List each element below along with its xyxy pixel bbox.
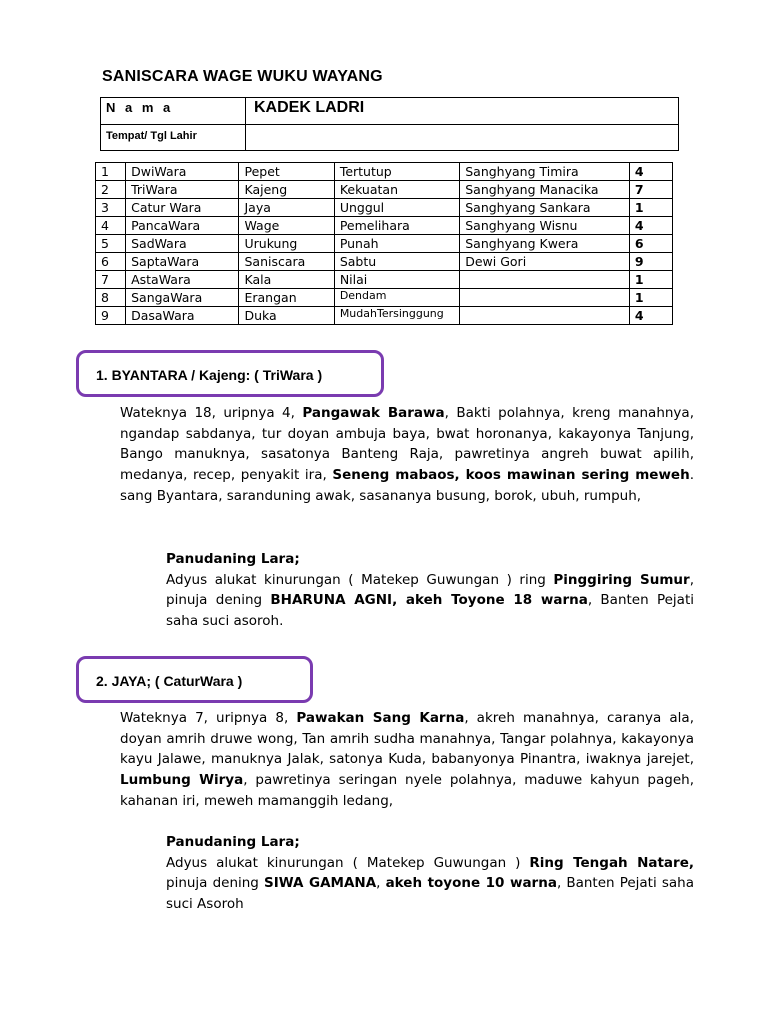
section1-heading-box — [76, 350, 384, 397]
table-cell: Catur Wara — [126, 199, 239, 217]
section2-heading-box — [76, 656, 313, 703]
wara-table — [95, 162, 673, 325]
table-cell: 1 — [629, 289, 672, 307]
table-cell: Saniscara — [239, 253, 334, 271]
table-cell: Sabtu — [334, 253, 459, 271]
table-cell: Tertutup — [334, 163, 459, 181]
table-cell: Sanghyang Kwera — [460, 235, 630, 253]
section1-remedy-heading: Panudaning Lara; — [166, 551, 300, 567]
table-cell: Duka — [239, 307, 334, 325]
table-cell — [460, 271, 630, 289]
table-cell: 8 — [96, 289, 126, 307]
table-cell: Unggul — [334, 199, 459, 217]
document-title: SANISCARA WAGE WUKU WAYANG — [102, 68, 383, 85]
table-cell: Kekuatan — [334, 181, 459, 199]
section2-paragraph: Wateknya 7, uripnya 8, Pawakan Sang Karna, akreh manahnya, caranya ala, doyan amrih druwe wong, Tan amrih sudha manahnya, Tangar polahnya, kakayonya kayu Jalawe, manuknya Jalak, satonya Kuda, babanyonya Pinantra, iwaknya jarejet, Lumbung Wirya, pawretinya seringan nyele polahnya, maduwe kahyun pageh, kahanan iri, meweh mamanggih ledang, — [120, 710, 694, 809]
table-cell: TriWara — [126, 181, 239, 199]
table-cell: 7 — [629, 181, 672, 199]
table-cell: Nilai — [334, 271, 459, 289]
table-cell: SaptaWara — [126, 253, 239, 271]
section2-heading: 2. JAYA; ( CaturWara ) — [96, 673, 243, 689]
birth-value — [246, 125, 679, 151]
name-value: KADEK LADRI — [246, 98, 679, 125]
section1-remedy: Panudaning Lara; Adyus alukat kinurungan ( Matekep Guwungan ) ring Pinggiring Sumur, pinuja dening BHARUNA AGNI, akeh Toyone 18 warna, Banten Pejati saha suci asoroh. — [166, 551, 695, 630]
section1-paragraph: Wateknya 18, uripnya 4, Pangawak Barawa, Bakti polahnya, kreng manahnya, ngandap sabdanya, tur doyan ambuja baya, bwat horonanya, kakayonya Tanjung, Bango manuknya, sasatonya Banteng Raja, pawretinya angreh buwat apilih, medanya, recep, penyakit ira, Seneng mabaos, koos mawinan sering meweh. sang Byantara, saranduning awak, sasananya busung, borok, ubuh, rumpuh, — [120, 405, 694, 504]
table-cell: PancaWara — [126, 217, 239, 235]
table-cell: 1 — [96, 163, 126, 181]
table-cell: 5 — [96, 235, 126, 253]
section2-remedy: Panudaning Lara; Adyus alukat kinurungan ( Matekep Guwungan ) Ring Tengah Natare, pinuja dening SIWA GAMANA, akeh toyone 10 warna, Banten Pejati saha suci Asoroh — [166, 834, 694, 913]
table-cell: 9 — [629, 253, 672, 271]
table-cell: SangaWara — [126, 289, 239, 307]
table-cell: 6 — [629, 235, 672, 253]
birth-label: Tempat/ Tgl Lahir — [101, 125, 246, 151]
table-cell: Punah — [334, 235, 459, 253]
table-row — [96, 217, 673, 235]
table-cell: 4 — [96, 217, 126, 235]
table-cell: 7 — [96, 271, 126, 289]
table-row — [96, 253, 673, 271]
section1-heading: 1. BYANTARA / Kajeng: ( TriWara ) — [96, 367, 323, 383]
table-cell — [460, 289, 630, 307]
table-cell: 2 — [96, 181, 126, 199]
table-cell: 6 — [96, 253, 126, 271]
table-cell: Dendam — [334, 289, 459, 307]
table-cell: Jaya — [239, 199, 334, 217]
table-cell: Dewi Gori — [460, 253, 630, 271]
table-row — [96, 163, 673, 181]
table-cell: Sanghyang Timira — [460, 163, 630, 181]
table-cell: Sanghyang Wisnu — [460, 217, 630, 235]
table-cell: 1 — [629, 271, 672, 289]
table-cell: 4 — [629, 217, 672, 235]
identity-table — [100, 97, 679, 151]
table-row — [96, 289, 673, 307]
table-cell: Erangan — [239, 289, 334, 307]
table-cell: DwiWara — [126, 163, 239, 181]
table-row — [96, 307, 673, 325]
table-cell: Pemelihara — [334, 217, 459, 235]
table-cell: AstaWara — [126, 271, 239, 289]
table-cell: 4 — [629, 307, 672, 325]
table-cell: Kala — [239, 271, 334, 289]
table-cell: 4 — [629, 163, 672, 181]
table-cell: 9 — [96, 307, 126, 325]
table-cell: 3 — [96, 199, 126, 217]
table-cell: Sanghyang Manacika — [460, 181, 630, 199]
table-cell: Pepet — [239, 163, 334, 181]
table-cell: Sanghyang Sankara — [460, 199, 630, 217]
table-row — [96, 199, 673, 217]
table-cell: Wage — [239, 217, 334, 235]
table-cell — [460, 307, 630, 325]
table-row — [96, 235, 673, 253]
section2-remedy-heading: Panudaning Lara; — [166, 834, 300, 850]
table-cell: 1 — [629, 199, 672, 217]
table-row — [96, 181, 673, 199]
table-cell: MudahTersinggung — [334, 307, 459, 325]
table-cell: Urukung — [239, 235, 334, 253]
name-label: N a m a — [101, 98, 246, 125]
table-cell: Kajeng — [239, 181, 334, 199]
table-cell: SadWara — [126, 235, 239, 253]
table-cell: DasaWara — [126, 307, 239, 325]
table-row — [96, 271, 673, 289]
